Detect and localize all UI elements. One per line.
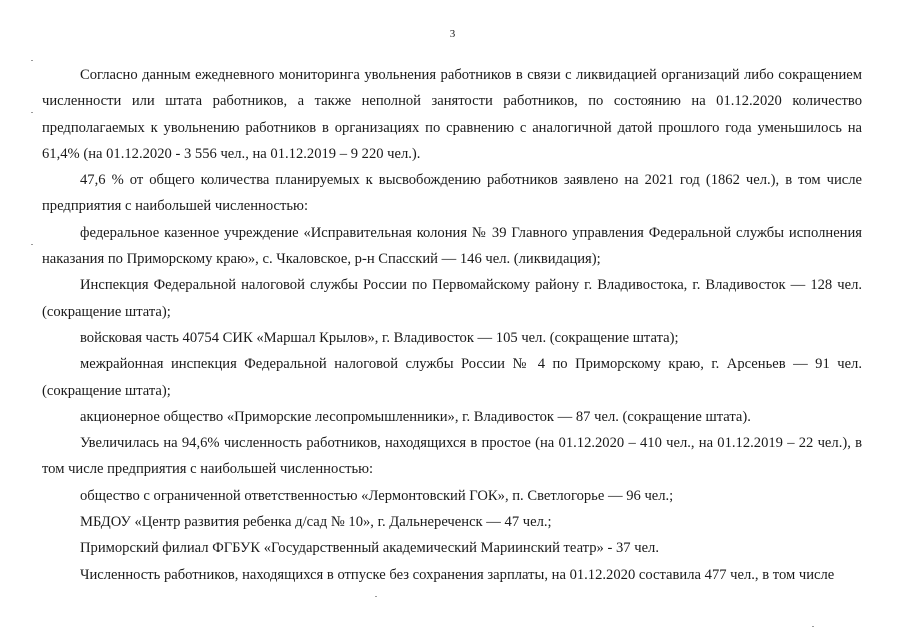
paragraph-planned-2021: 47,6 % от общего количества планируемых к высвобождению работников заявлено на 2021 год (1862 чел.), в том числе предприятия с наибольшей численностью: (42, 172, 862, 215)
page-number: 3 (449, 28, 456, 40)
document-body (42, 62, 862, 588)
paragraph-monitoring-summary: Согласно данным ежедневного мониторинга увольнения работников в связи с ликвидацией организаций либо сокращением численности или штата работников, а также неполной занятости работников, по состоянию на 01.12.2020 количество предполагаемых к увольнению работников в организациях по сравнению с аналогичной датой прошлого года уменьшилось на 61,4% (на 01.12.2020 - 3 556 чел., на 01.12.2019 – 9 220 чел.). (42, 67, 862, 162)
scan-speck (375, 596, 377, 597)
paragraph-idle-workers: Увеличилась на 94,6% численность работников, находящихся в простое (на 01.12.2020 – 410 чел., на 01.12.2019 – 22 чел.), в том числе предприятия с наибольшей численностью: (42, 435, 862, 478)
list-item-mariinsky-theatre: Приморский филиал ФГБУК «Государственный академический Мариинский театр» - 37 чел. (80, 540, 659, 557)
scan-speck (31, 112, 33, 113)
list-item-tax-inspection-arsenyev: межрайонная инспекция Федеральной налоговой службы России № 4 по Приморскому краю, г. Арсеньев — 91 чел. (сокращение штата); (42, 356, 862, 399)
list-item-tax-inspection-vladivostok: Инспекция Федеральной налоговой службы России по Первомайскому району г. Владивостока, г. Владивосток — 128 чел. (сокращение штата); (42, 277, 862, 320)
list-item-timber-company: акционерное общество «Приморские лесопромышленники», г. Владивосток — 87 чел. (сокращение штата). (80, 408, 751, 425)
scan-speck (812, 626, 814, 627)
list-item-military-unit: войсковая часть 40754 СИК «Маршал Крылов», г. Владивосток — 105 чел. (сокращение штата); (80, 329, 679, 346)
list-item-correctional-colony: федеральное казенное учреждение «Исправительная колония № 39 Главного управления Федеральной службы исполнения наказания по Приморскому краю», с. Чкаловское, р-н Спасский — 146 чел. (ликвидация); (42, 224, 862, 268)
paragraph-unpaid-leave: Численность работников, находящихся в отпуске без сохранения зарплаты, на 01.12.2020 составила 477 чел., в том числе (80, 566, 835, 583)
list-item-lermontovsky-gok: общество с ограниченной ответственностью «Лермонтовский ГОК», п. Светлогорье — 96 чел.; (80, 487, 674, 504)
list-item-kindergarten: МБДОУ «Центр развития ребенка д/сад № 10», г. Дальнереченск — 47 чел.; (80, 514, 552, 531)
scan-speck (31, 60, 33, 61)
scan-speck (31, 244, 33, 245)
